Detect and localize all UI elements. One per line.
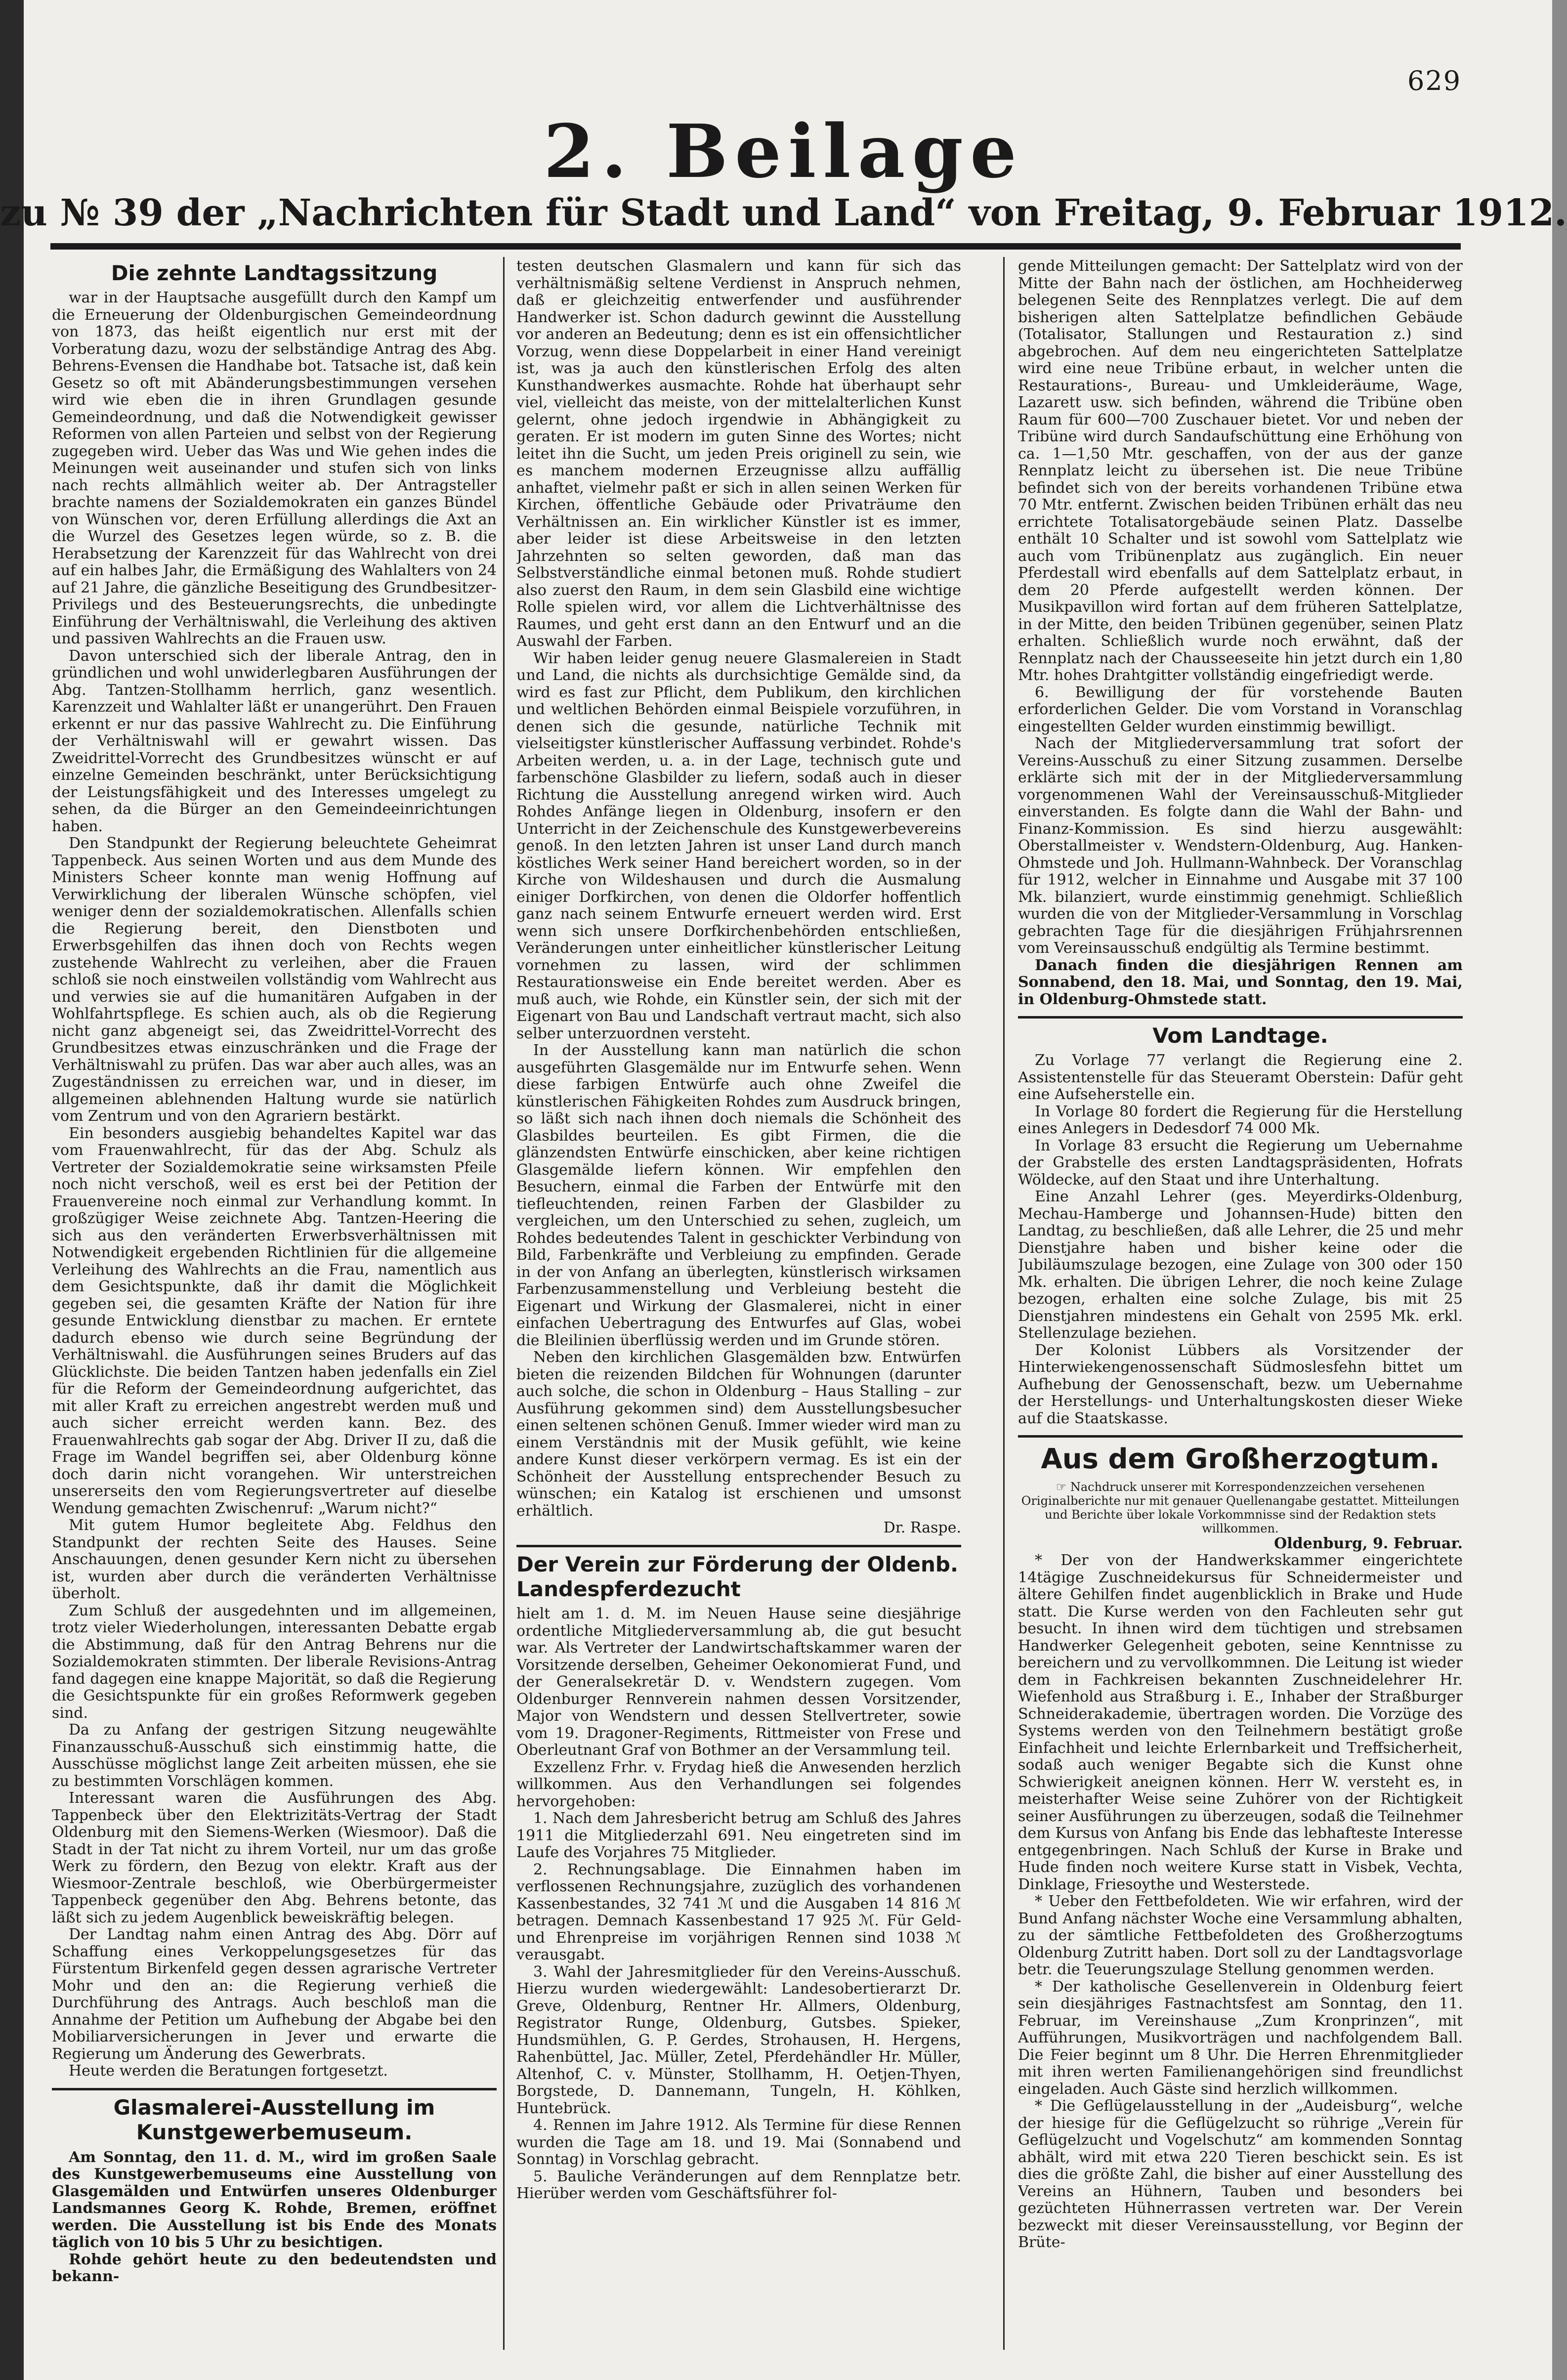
masthead-title: 2. Beilage xyxy=(543,108,1024,194)
article-paragraph: Danach finden die diesjährigen Rennen am Sonnabend, den 18. Mai, und Sonntag, den 19. Mai, in Oldenburg-Ohmstede statt. xyxy=(1018,956,1463,1008)
article-title-pferdezucht: Der Verein zur Förderung der Oldenb. Landespferdezucht xyxy=(516,1552,958,1601)
column-1 xyxy=(52,258,497,2348)
article-paragraph: Mit gutem Humor begleitete Abg. Feldhus den Standpunkt der rechten Seite des Hauses. Seine Anschauungen, denen gesunder Kern nicht zu übersehen ist, wurden aber durch die veränderten Verhältnisse überholt. xyxy=(52,1517,497,1603)
scan-edge-right xyxy=(1552,0,1567,2380)
article-paragraph: Davon unterschied sich der liberale Antrag, den in gründlichen und wohl unwiderlegbaren Ausführungen der Abg. Tantzen-Stollhamm herrlich, ganz wesentlich. Karenzzeit und Wahlalter läßt er unangerührt. Den Frauen erkennt er nur das passive Wahlrecht zu. Die Einführung der Verhältniswahl will er gewahrt wissen. Das Zweidrittel-Vorrecht des Grundbesitzes wünscht er auf einzelne Gemeinden beschränkt, unter Berücksichtigung der Leistungsfähigkeit und des Interesses umgelegt zu sehen, da die Bürger an den Gemeindeeinrichtungen haben. xyxy=(52,647,497,835)
article-paragraph: 5. Bauliche Veränderungen auf dem Rennplatze betr. Hierüber werden vom Geschäftsführer fol- xyxy=(516,2168,961,2203)
article-paragraph: Neben den kirchlichen Glasgemälden bzw. Entwürfen bieten die reizenden Bildchen für Wohnungen (darunter auch solche, die schon in Oldenburg – Haus Stalling – zur Ausführung gekommen sind) dem Ausstellungsbesucher einen seltenen schönen Genuß. Immer wieder wird man zu einem Verständnis mit der Musik gefühlt, wie keine andere Kunst dieser verkörpern vermag. Es ist ein der Schönheit der Ausstellung entsprechender Besuch zu wünschen; ein Katalog ist erschienen und umsonst erhältlich. xyxy=(516,1349,961,1520)
article-paragraph: * Ueber den Fettbefoldeten. Wie wir erfahren, wird der Bund Anfang nächster Woche eine Versammlung abhalten, zu der sämtliche Fettbefoldeten des Großherzogtums Oldenburg Zutritt haben. Dort soll zu der Landtagsvorlage betr. die Teuerungszulage Stellung genommen werden. xyxy=(1018,1893,1463,1979)
masthead-rule xyxy=(50,243,1461,250)
article-paragraph: In Vorlage 83 ersucht die Regierung um Uebernahme der Grabstelle des ersten Landtagspräsidenten, Hofrats Wöldecke, auf den Staat und ihre Unterhaltung. xyxy=(1018,1137,1463,1189)
column-divider xyxy=(1003,257,1005,2350)
article-paragraph: Der Kolonist Lübbers als Vorsitzender der Hinterwiekengenossenschaft Südmoslesfehn bittet um Aufhebung der Genossenschaft, bezw. um Uebernahme der Herstellungs- und Unterhaltungskosten dieser Wieke auf die Staatskasse. xyxy=(1018,1341,1463,1427)
column-divider xyxy=(503,257,505,2350)
article-signature: Dr. Raspe. xyxy=(883,1519,961,1536)
column-2 xyxy=(516,258,961,2348)
article-paragraph: Am Sonntag, den 11. d. M., wird im großen Saale des Kunstgewerbemuseums eine Ausstellung von Glasgemälden und Entwürfen unseres Oldenburger Landsmannes Georg K. Rohde, Bremen, eröffnet werden. Die Ausstellung ist bis Ende des Monats täglich von 10 bis 5 Uhr zu besichtigen. xyxy=(52,2148,497,2252)
section-rule xyxy=(1018,1435,1463,1438)
article-paragraph: gende Mitteilungen gemacht: Der Sattelplatz wird von der Mitte der Bahn nach der östlichen, am Hochheiderweg belegenen Seite des Rennplatzes verlegt. Die auf dem bisherigen alten Sattelplatze befindlichen Gebäude (Totalisator, Stallungen und Restauration z.) sind abgebrochen. Auf dem neu eingerichteten Sattelplatze wird eine neue Tribüne erbaut, in welcher unten die Restaurations-, Bureau- und Umkleideräume, Wage, Lazarett usw. sich befinden, während die Tribüne oben Raum für 600—700 Zuschauer bietet. Vor und neben der Tribüne wird durch Sandaufschüttung eine Erhöhung von ca. 1—1,50 Mtr. geschaffen, von der aus der ganze Rennplatz leicht zu übersehen ist. Die neue Tribüne befindet sich von der bereits vorhandenen Tribüne etwa 70 Mtr. entfernt. Zwischen beiden Tribünen erhält das neu errichtete Totalisatorgebäude seinen Platz. Dasselbe enthält 10 Schalter und ist sowohl vom Sattelplatz wie auch vom Tribünenplatz aus zugänglich. Ein neuer Pferdestall wird ebenfalls auf dem Sattelplatz erbaut, in dem 20 Pferde aufgestellt werden können. Der Musikpavillon wird fortan auf dem früheren Sattelplatze, in der Mitte, den beiden Tribünen gegenüber, seinen Platz erhalten. Schließlich wurde noch erwähnt, daß der Rennplatz nach der Chausseeseite hin jetzt durch ein 1,80 Mtr. hohes Drahtgitter vollständig eingefriedigt werde. xyxy=(1018,258,1463,684)
article-paragraph: Eine Anzahl Lehrer (ges. Meyerdirks-Oldenburg, Mechau-Hamberge und Johannsen-Hude) bitten den Landtag, zu beschließen, daß alle Lehrer, die 25 und mehr Dienstjahre haben und bisher keine oder die Jubiläumszulage bezogen, eine Zulage von 300 oder 150 Mk. erhalten. Die übrigen Lehrer, die noch keine Zulage bezogen, erhalten eine solche Zulage, bis mit 25 Dienstjahren mindestens ein Gehalt von 2595 Mk. erkl. Stellenzulage beziehen. xyxy=(1018,1188,1463,1342)
article-paragraph: * Der von der Handwerkskammer eingerichtete 14tägige Zuschneidekursus für Schneidermeister und ältere Gehilfen findet augenblicklich in Brake und Hude statt. Die Kurse werden von den Fachleuten sehr gut besucht. In ihnen wird dem tüchtigen und strebsamen Handwerker Gelegenheit geboten, seine Kenntnisse zu bereichern und zu vervollkommnen. Die Leitung ist wieder dem in Fachkreisen bekannten Zuschneidelehrer Hr. Wiefenhold aus Straßburg i. E., Inhaber der Straßburger Schneiderakademie, übertragen worden. Die Vorzüge des Systems werden von den Teilnehmern bestätigt große Einfachheit und leichte Erlernbarkeit und Treffsicherheit, sodaß auch weniger Begabte sich die Kunst ohne Schwierigkeit aneignen können. Herr W. versteht es, in meisterhafter Weise seine Zuhörer von der Richtigkeit seiner Ausführungen zu überzeugen, sodaß die Teilnehmer dem Kursus von Anfang bis Ende das lebhafteste Interesse entgegenbringen. Nach Schluß der Kurse in Brake und Hude finden noch weitere Kurse statt in Visbek, Vechta, Dinklage, Friesoythe und Westerstede. xyxy=(1018,1552,1463,1893)
article-paragraph: 3. Wahl der Jahresmitglieder für den Vereins-Ausschuß. Hierzu wurden wiedergewählt: Landesobertierarzt Dr. Greve, Oldenburg, Rentner Hr. Allmers, Oldenburg, Registrator Runge, Oldenburg, Gutsbes. Spieker, Hundsmühlen, G. P. Gerdes, Strohausen, H. Hergens, Rahenbüttel, Jac. Müller, Zetel, Pferdehändler Hr. Müller, Altenhof, C. v. Münster, Stollhamm, H. Oetjen-Thyen, Borgstede, D. Dannemann, Tungeln, H. Köhlken, Huntebrück. xyxy=(516,1963,961,2117)
article-paragraph: Den Standpunkt der Regierung beleuchtete Geheimrat Tappenbeck. Aus seinen Worten und aus dem Munde des Ministers Scheer konnte man wenig Hoffnung auf Verwirklichung der liberalen Wünsche schöpfen, viel weniger denn der sozialdemokratischen. Allenfalls schien die Regierung bereit, den Dienstboten und Erwerbsgehilfen das ihnen doch von Rechts wegen zustehende Wahlrecht zu verleihen, aber die Frauen schloß sie noch einstweilen vollständig vom Wahlrecht aus und verwies sie auf die humanitären Aufgaben in der Wohlfahrtspflege. Es schien auch, als ob die Regierung nicht ganz abgeneigt sei, das Zweidrittel-Vorrecht des Grundbesitzes etwas einzuschränken und die Frage der Verhältniswahl zu prüfen. Das war aber auch alles, was an Zugeständnissen zu erreichen war, und in dieser, im allgemeinen ablehnenden Haltung wurde sie natürlich vom Zentrum und von den Agrariern bestärkt. xyxy=(52,835,497,1125)
article-paragraph: * Der katholische Gesellenverein in Oldenburg feiert sein diesjähriges Fastnachtsfest am Sonntag, den 11. Februar, im Vereinshause „Zum Kronprinzen“, mit Aufführungen, Musikvorträgen und nachfolgendem Ball. Die Feier beginnt um 8 Uhr. Die Herren Ehrenmitglieder mit ihren werten Familienangehörigen sind freundlichst eingeladen. Auch Gäste sind herzlich willkommen. xyxy=(1018,1978,1463,2098)
article-paragraph: Zum Schluß der ausgedehnten und im allgemeinen, trotz vieler Wiederholungen, interessanten Debatte ergab die Abstimmung, daß für den Antrag Behrens nur die Sozialdemokraten stimmten. Der liberale Revisions-Antrag fand dagegen eine knappe Majorität, so daß die Regierung die Gesichtspunkte für ein großes Reformwerk gegeben sind. xyxy=(52,1602,497,1722)
article-paragraph: In der Ausstellung kann man natürlich die schon ausgeführten Glasgemälde nur im Entwurfe sehen. Wenn diese farbigen Entwürfe auch ohne Zweifel die künstlerischen Fähigkeiten Rohdes zum Ausdruck bringen, so läßt sich nach ihnen doch niemals die Schönheit des Glasbildes beurteilen. Es gibt Firmen, die die glänzendsten Entwürfe einschicken, aber keine richtigen Glasgemälde liefern können. Wir empfehlen den Besuchern, einmal die Farben der Entwürfe mit den tiefleuchtenden, reinen Farben der Glasbilder zu vergleichen, um den Unterschied zu sehen, zugleich, um Rohdes bedeutendes Talent in geschickter Verbindung von Bild, Farbenkräfte und Verbleiung zu empfinden. Gerade in der von Anfang an überlegten, künstlerisch wirksamen Farbenzusammenstellung und Verbleiung besteht die Eigenart und Wirkung der Glasmalerei, nicht in einer einfachen Uebertragung des Entwurfes auf Glas, wobei die Bleilinien überflüssig werden und im Grunde stören. xyxy=(516,1042,961,1349)
article-paragraph: hielt am 1. d. M. im Neuen Hause seine diesjährige ordentliche Mitgliederversammlung ab, die gut besucht war. Als Vertreter der Landwirtschaftskammer waren der Vorsitzende derselben, Geheimer Oekonomierat Fund, und der Generalsekretär D. v. Wendstern zugegen. Vom Oldenburger Rennverein nahmen dessen Vorsitzender, Major von Wendstern und dessen Stellvertreter, sowie vom 19. Dragoner-Regiments, Rittmeister von Frese und Oberleutnant Graf von Bothmer an der Versammlung teil. xyxy=(516,1605,961,1759)
article-paragraph: 6. Bewilligung der für vorstehende Bauten erforderlichen Gelder. Die vom Vorstand in Voranschlag eingestellten Gelder wurden einstimmig bewilligt. xyxy=(1018,683,1463,735)
article-paragraph: * Die Geflügelausstellung in der „Audeisburg“, welche der hiesige für die Geflügelzucht so rührige „Verein für Geflügelzucht und Vogelschutz“ am kommenden Sonntag abhält, wird mit etwa 220 Tieren beschickt sein. Es ist dies die größte Zahl, die bisher auf einer Ausstellung des Vereins an Hühnern, Tauben und besonders bei gezüchteten Hühnerrassen vertreten war. Der Verein bezweckt mit dieser Vereinsausstellung, vor Beginn der Brüte- xyxy=(1018,2097,1463,2252)
column-3 xyxy=(1018,258,1463,2348)
section-rule xyxy=(52,2088,497,2090)
article-paragraph: Nach der Mitgliederversammlung trat sofort der Vereins-Ausschuß zu einer Sitzung zusammen. Derselbe erklärte sich mit der in der Mitgliederversammlung vorgenommenen Wahl der Vereinsausschuß-Mitglieder einverstanden. Es folgte dann die Wahl der Bahn- und Finanz-Kommission. Es sind hierzu ausgewählt: Oberstallmeister v. Wendstern-Oldenburg, Aug. Hanken-Ohmstede und Joh. Hullmann-Wahnbeck. Der Voranschlag für 1912, welcher in Einnahme und Ausgabe mit 37 100 Mk. bilanziert, wurde einstimmig genehmigt. Schließlich wurden die von der Mitglieder-Versammlung in Vorschlag gebrachten Tage für die diesjährigen Frühjahrsrennen vom Vereinsausschuß endgültig als Termine bestimmt. xyxy=(1018,735,1463,957)
article-paragraph: Rohde gehört heute zu den bedeutendsten und bekann- xyxy=(52,2251,497,2286)
article-paragraph: Exzellenz Frhr. v. Frydag hieß die Anwesenden herzlich willkommen. Aus den Verhandlungen sei folgendes hervorgehoben: xyxy=(516,1758,961,1810)
article-paragraph: In Vorlage 80 fordert die Regierung für die Herstellung eines Anlegers in Dedesdorf 74 000 Mk. xyxy=(1018,1103,1463,1138)
dateline: Oldenburg, 9. Februar. xyxy=(1274,1534,1463,1552)
masthead-subtitle: zu № 39 der „Nachrichten für Stadt und Land“ von Freitag, 9. Februar 1912. xyxy=(0,192,1567,234)
article-paragraph: war in der Hauptsache ausgefüllt durch den Kampf um die Erneuerung der Oldenburgischen Gemeindeordnung von 1873, das heißt eigentlich nur erst mit der Vorberatung dazu, wozu der selbständige Antrag des Abg. Behrens-Evensen die Handhabe bot. Tatsache ist, daß kein Gesetz so oft mit Abänderungsbestimmungen versehen wird wie eben die in ihren Grundlagen gesunde Gemeindeordnung, und daß die Notwendigkeit gewisser Reformen von allen Parteien und selbst von der Regierung zugegeben wird. Ueber das Was und Wie gehen indes die Meinungen weit auseinander und stufen sich von links nach rechts allmählich weiter ab. Der Antragsteller brachte namens der Sozialdemokraten ein ganzes Bündel von Wünschen vor, deren Erfüllung allerdings die Axt an die Wurzel des Gesetzes legen würde, so z. B. die Herabsetzung der Karenzzeit für das Wahlrecht von drei auf ein halbes Jahr, die Ermäßigung des Wahlalters von 24 auf 21 Jahre, die gänzliche Beseitigung des Grundbesitzer-Privilegs und des Besteuerungsrechts, die unbedingte Einführung der Verhältniswahl, die Verleihung des aktiven und passiven Wahlrechts an die Frauen usw. xyxy=(52,289,497,648)
reprint-notice: ☞ Nachdruck unserer mit Korrespondenzzeichen versehenen Originalberichte nur mit genauer Quellenangabe gestattet. Mitteilungen und Berichte über lokale Vorkommnisse sind der Redaktion stets willkommen. xyxy=(1021,1480,1460,1535)
page-number: 629 xyxy=(1407,65,1462,96)
article-paragraph: testen deutschen Glasmalern und kann für sich das verhältnismäßig seltene Verdienst in Anspruch nehmen, daß er gleichzeitig entwerfender und ausführender Handwerker ist. Schon dadurch gewinnt die Ausstellung vor anderen an Bedeutung; denn es ist ein offensichtlicher Vorzug, wenn diese Doppelarbeit in einer Hand vereinigt ist, was ja auch den künstlerischen Erfolg des alten Kunsthandwerkes ausmachte. Rohde hat überhaupt sehr viel, vielleicht das meiste, von der mittelalterlichen Kunst gelernt, ohne jedoch irgendwie in Abhängigkeit zu geraten. Er ist modern im guten Sinne des Wortes; nicht leitet ihn die Sucht, um jeden Preis originell zu sein, wie es manchem modernen Erzeugnisse allzu auffällig anhaftet, vielmehr paßt er sich in allen seinen Werken für Kirchen, öffentliche Gebäude oder Privaträume den Verhältnissen an. Ein wirklicher Künstler ist es immer, aber leider ist diese Arbeitsweise in den letzten Jahrzehnten so selten geworden, daß man das Selbstverständliche einmal betonen muß. Rohde studiert also zuerst den Raum, in dem sein Glasbild eine wichtige Rolle spielen wird, vor allem die Lichtverhältnisse des Raumes, und geht erst dann an den Entwurf und an die Auswahl der Farben. xyxy=(516,258,961,650)
section-rule xyxy=(1018,1016,1463,1019)
article-title-grossherzogtum: Aus dem Großherzogtum. xyxy=(1041,1443,1440,1476)
article-paragraph: 4. Rennen im Jahre 1912. Als Termine für diese Rennen wurden die Tage am 18. und 19. Mai (Sonnabend und Sonntag) in Vorschlag gebracht. xyxy=(516,2117,961,2168)
article-paragraph: Der Landtag nahm einen Antrag des Abg. Dörr auf Schaffung eines Verkoppelungsgesetzes für das Fürstentum Birkenfeld gegen dessen agrarische Vertreter Mohr und den an: die Regierung verhieß die Durchführung des Antrags. Auch beschloß man die Annahme der Petition um Aufhebung der Abgabe bei den Mobiliarversicherungen in Jever und erwarte die Regierung um Änderung des Gewerbrats. xyxy=(52,1926,497,2063)
article-paragraph: 1. Nach dem Jahresbericht betrug am Schluß des Jahres 1911 die Mitgliederzahl 691. Neu eingetreten sind im Laufe des Vorjahres 75 Mitglieder. xyxy=(516,1810,961,1862)
article-title-landtagssitzung: Die zehnte Landtagssitzung xyxy=(111,261,438,285)
article-paragraph: Da zu Anfang der gestrigen Sitzung neugewählte Finanzausschuß-Ausschuß sich einstimmig hatte, die Ausschüsse möglichst lange Zeit arbeiten müssen, ehe sie zu bestimmten Vorschlägen kommen. xyxy=(52,1721,497,1790)
article-paragraph: Zu Vorlage 77 verlangt die Regierung eine 2. Assistentenstelle für das Steueramt Oberstein: Dafür geht eine Aufseherstelle ein. xyxy=(1018,1052,1463,1104)
article-title-glasmalerei: Glasmalerei-Ausstellung im Kunstgewerbemuseum. xyxy=(113,2095,435,2145)
article-paragraph: 2. Rechnungsablage. Die Einnahmen haben im verflossenen Rechnungsjahre, zuzüglich des vorhandenen Kassenbestandes, 32 741 ℳ und die Ausgaben 14 816 ℳ betragen. Demnach Kassenbestand 17 925 ℳ. Für Geld- und Ehrenpreise im vorjährigen Rennen sind 1038 ℳ verausgabt. xyxy=(516,1861,961,1964)
article-paragraph: Heute werden die Beratungen fortgesetzt. xyxy=(69,2062,388,2080)
article-paragraph: Interessant waren die Ausführungen des Abg. Tappenbeck über den Elektrizitäts-Vertrag der Stadt Oldenburg mit den Siemens-Werken (Wiesmoor). Daß die Stadt in der Tat nicht zu ihrem Vorteil, nur um das große Werk zu fördern, den Bezug von elektr. Kraft aus der Wiesmoor-Zentrale beschloß, wie Oberbürgermeister Tappenbeck gegenüber den Abg. Behrens betonte, das läßt sich zu jedem Augenblick beweiskräftig belegen. xyxy=(52,1789,497,1926)
article-paragraph: Wir haben leider genug neuere Glasmalereien in Stadt und Land, die nichts als durchsichtige Gemälde sind, da wird es fast zur Pflicht, dem Publikum, den kirchlichen und weltlichen Behörden einmal Beispiele vorzuführen, in denen sich die gesunde, natürliche Technik mit vielseitigster künstlerischer Auffassung verbindet. Rohde's Arbeiten werden, u. a. in der Lage, technisch gute und farbenschöne Glasbilder zu liefern, sodaß auch in dieser Richtung die Ausstellung anregend wirken wird. Auch Rohdes Anfänge liegen in Oldenburg, insofern er den Unterricht in der Zeichenschule des Kunstgewerbevereins genoß. In den letzten Jahren ist unser Land durch manch köstliches Werk seiner Hand bereichert worden, so in der Kirche von Wildeshausen und durch die Ausmalung einiger Dorfkirchen, von denen die Oldorfer hoffentlich ganz nach seinem Entwurfe erneuert werden wird. Erst wenn sich unsere Dorfkirchenbehörden entschließen, Veränderungen unter einheitlicher künstlerischer Leitung vornehmen zu lassen, wird der schlimmen Restaurationsweise ein Ende bereitet werden. Aber es muß auch, wie Rohde, ein Künstler sein, der sich mit der Eigenart von Bau und Landschaft vertraut macht, sich also selber unterzuordnen versteht. xyxy=(516,649,961,1042)
article-title-vom-landtage: Vom Landtage. xyxy=(1152,1023,1328,1048)
article-paragraph: Ein besonders ausgiebig behandeltes Kapitel war das vom Frauenwahlrecht, für das der Abg. Schulz als Vertreter der Sozialdemokratie seine wirksamsten Pfeile noch nicht verschoß, weil es erst bei der Petition der Frauenvereine noch einmal zur Verhandlung kommt. In großzügiger Weise zeichnete Abg. Tantzen-Heering die sich aus den veränderten Erwerbsverhältnissen mit Notwendigkeit ergebenden Richtlinien für die allgemeine Verleihung des Wahlrechts an die Frau, namentlich aus dem Gesichtspunkte, daß ihr damit die Möglichkeit gegeben sei, die gesamten Kräfte der Nation für ihre gesunde Entwicklung dienstbar zu machen. Er erntete dadurch ebenso wie durch seine Begründung der Verhältniswahl. die Ausführungen seines Bruders auf das Glücklichste. Die beiden Tantzen haben jedenfalls ein Ziel für die Reform der Gemeindeordnung aufgerichtet, das mit aller Kraft zu erreichen angestrebt werden muß und auch sicher erreicht werden kann. Bez. des Frauenwahlrechts gab sogar der Abg. Driver II zu, daß die Frage im Wandel begriffen sei, aber Oldenburg könne doch darin nicht vorangehen. Wir unterstreichen unsererseits den vom Regierungsvertreter auf dieselbe Wendung gemachten Zwischenruf: „Warum nicht?“ xyxy=(52,1124,497,1517)
section-rule xyxy=(516,1545,961,1547)
scan-edge-left xyxy=(0,0,24,2380)
